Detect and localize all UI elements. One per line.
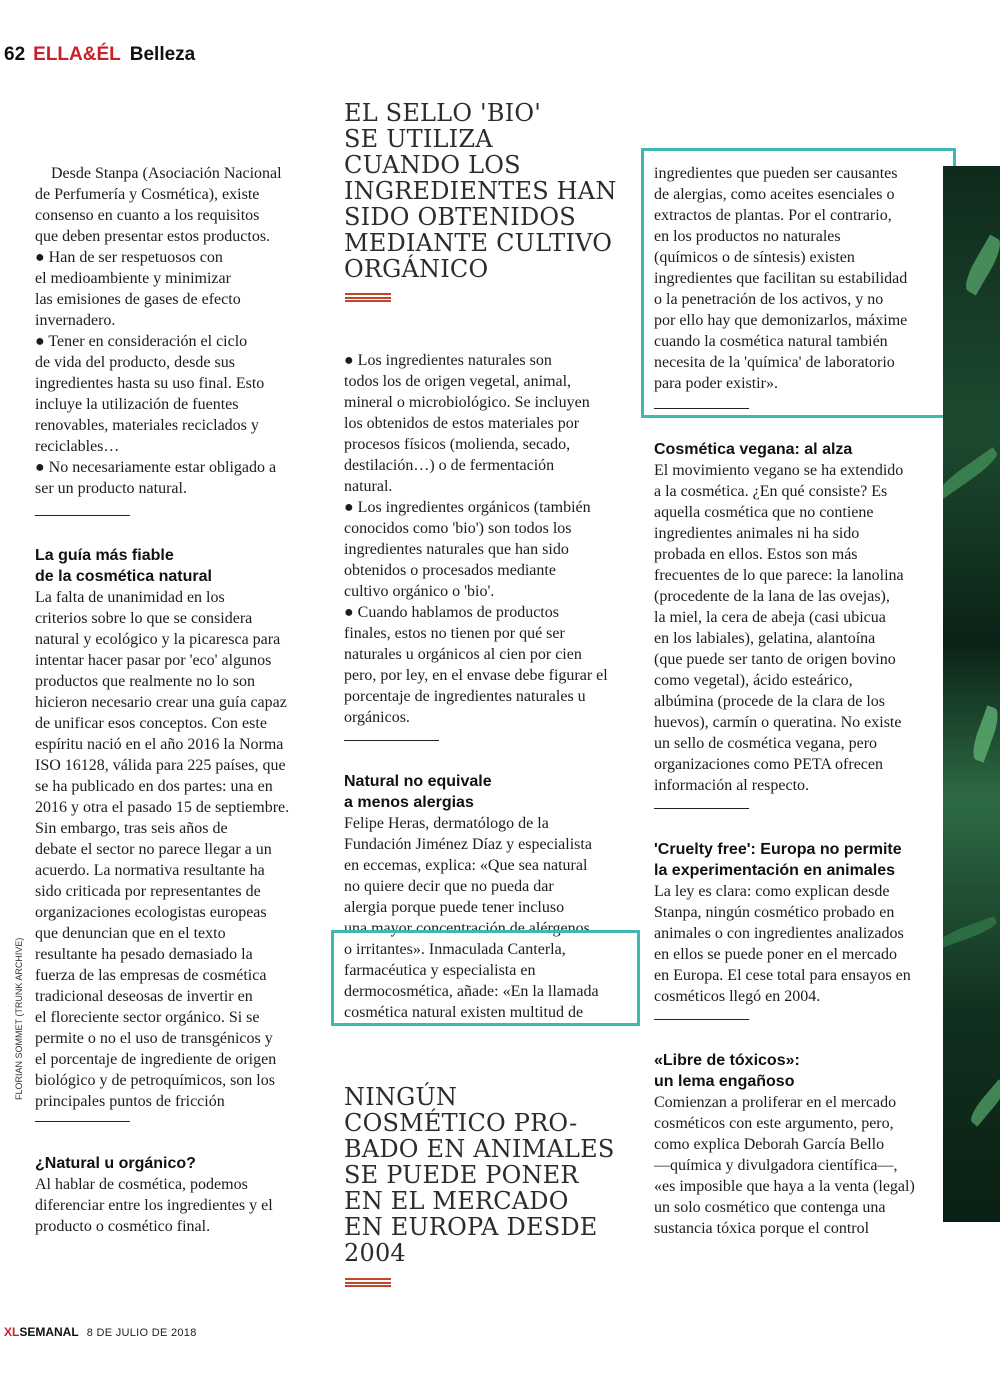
text-line: 2016 y otra el pasado 15 de septiembre. [35, 799, 290, 816]
text-line: o irritantes». Inmaculada Canterla, [344, 941, 566, 958]
text-line: en los productos no naturales [654, 228, 841, 245]
text-line: todos los de origen vegetal, animal, [344, 373, 572, 390]
section-divider [35, 515, 130, 516]
text-line: La guía más fiable [35, 547, 174, 564]
text-line: «Libre de tóxicos»: [654, 1052, 800, 1069]
text-line: que denuncian que en el texto [35, 925, 226, 942]
text-line: mineral o microbiológico. Se incluyen [344, 394, 590, 411]
text-line: ingredientes que pueden ser causantes [654, 165, 898, 182]
text-line: acuerdo. La normativa resultante ha [35, 862, 265, 879]
text-line: la experimentación en animales [654, 862, 895, 879]
text-line: frecuentes de lo que parece: la lanolina [654, 567, 904, 584]
guia-heading [35, 545, 325, 587]
text-line: o la penetración de los activos, y no [654, 291, 884, 308]
highlight-frame-bottom [331, 930, 640, 1026]
text-line: necesita de la 'química' de laboratorio [654, 354, 895, 371]
text-line: naturales u orgánicos al cien por cien [344, 646, 582, 663]
text-line: en eccemas, explica: «Que sea natural [344, 857, 588, 874]
text-line: cosmética natural existen multitud de [344, 1004, 584, 1021]
text-line: el floreciente sector orgánico. Si se [35, 1009, 260, 1026]
text-line: en los labiales), gelatina, alantoína [654, 630, 876, 647]
text-line: las emisiones de gases de efecto [35, 291, 241, 308]
toxicos-body [654, 1092, 944, 1239]
text-line: información al respecto. [654, 777, 810, 794]
vegana-body [654, 460, 944, 796]
text-line: de Perfumería y Cosmética), existe [35, 186, 260, 203]
text-line: renovables, materiales reciclados y [35, 417, 259, 434]
text-line: de vida del producto, desde sus [35, 354, 235, 371]
text-line: espíritu nació en el año 2016 la Norma [35, 736, 284, 753]
text-line: —química y divulgadora científica—, [654, 1157, 898, 1174]
text-line: La ley es clara: como explican desde [654, 883, 890, 900]
text-line: Felipe Heras, dermatólogo de la [344, 815, 549, 832]
text-line: Desde Stanpa (Asociación Nacional [51, 165, 282, 182]
text-line: reciclables… [35, 438, 120, 455]
text-line: MEDIANTE CULTIVO [344, 229, 613, 257]
text-line: NINGÚN [344, 1083, 458, 1111]
text-line: aquella cosmética que no contiene [654, 504, 874, 521]
text-line: ser un producto natural. [35, 480, 187, 497]
guia-body [35, 587, 325, 1112]
text-line: a menos alergias [344, 794, 474, 811]
text-line: COSMÉTICO PRO- [344, 1109, 578, 1137]
text-line: organizaciones ecologistas europeas [35, 904, 267, 921]
text-line: tradicional deseosas de invertir en [35, 988, 253, 1005]
text-line: natural. [344, 478, 393, 495]
text-line: SIDO OBTENIDOS [344, 203, 576, 231]
text-line: consenso en cuanto a los requisitos [35, 207, 260, 224]
text-line: BADO EN ANIMALES [344, 1135, 615, 1163]
text-line: Sin embargo, tras seis años de [35, 820, 228, 837]
natural-heading: ¿Natural u orgánico? [35, 1155, 196, 1172]
natural-body [35, 1174, 325, 1237]
text-line: productos que realmente no lo son [35, 673, 255, 690]
text-line: conocidos como 'bio') son todos los [344, 520, 572, 537]
text-line: cosméticos con este argumento, pero, [654, 1115, 894, 1132]
text-line: probada en ellos. Estos son más [654, 546, 858, 563]
text-line: farmacéutica y especialista en [344, 962, 536, 979]
text-line: para poder existir». [654, 375, 778, 392]
text-line: obtenidos o procesados mediante [344, 562, 556, 579]
text-line: (que puede ser tanto de origen bovino [654, 651, 896, 668]
brand-name: SEMANAL [19, 1325, 79, 1339]
text-line: en Europa. El cese total para ensayos en [654, 967, 911, 984]
text-line: un sello de cosmética vegana, pero [654, 735, 878, 752]
text-line: EN EL MERCADO [344, 1187, 569, 1215]
issue-date: 8 DE JULIO DE 2018 [86, 1327, 197, 1339]
text-line: CUANDO LOS [344, 151, 521, 179]
photo-credit-line: (TRUNK ARCHIVE) [14, 937, 24, 1017]
text-line: el medioambiente y minimizar [35, 270, 231, 287]
toxicos-heading [654, 1050, 944, 1092]
text-line: ● Tener en consideración el ciclo [35, 333, 248, 350]
text-line: ingredientes que facilitan su estabilidad [654, 270, 908, 287]
text-line: animales o con ingredientes analizados [654, 925, 904, 942]
text-line: (químicos o de síntesis) existen [654, 249, 855, 266]
text-line: diferenciar entre los ingredientes y el [35, 1197, 273, 1214]
vegana-heading: Cosmética vegana: al alza [654, 441, 853, 458]
text-line: La falta de unanimidad en los [35, 589, 225, 606]
text-line: por ello hay que demonizarlos, máxime [654, 312, 908, 329]
pull-quote-bottom [344, 1084, 614, 1266]
text-line: Comienzan a proliferar en el mercado [654, 1094, 897, 1111]
section-category: Belleza [129, 44, 196, 65]
section-divider [654, 808, 749, 809]
text-line: procesos físicos (molienda, secado, [344, 436, 571, 453]
text-line: ORGÁNICO [344, 255, 489, 283]
text-line: ● Los ingredientes naturales son [344, 352, 552, 369]
column-2 [344, 350, 639, 1023]
text-line: Natural no equivale [344, 773, 492, 790]
quote-ornament [345, 293, 391, 302]
text-line: a la cosmética. ¿En qué consiste? Es [654, 483, 888, 500]
text-line: ● Cuando hablamos de productos [344, 604, 559, 621]
text-line: ingredientes animales ni ha sido [654, 525, 860, 542]
section-divider [35, 1121, 130, 1122]
text-line: los obtenidos de estos materiales por [344, 415, 580, 432]
text-line: invernadero. [35, 312, 116, 329]
text-line: de unificar esos conceptos. Con este [35, 715, 267, 732]
text-line: Fundación Jiménez Díaz y especialista [344, 836, 592, 853]
text-line: cosméticos llegó en 2004. [654, 988, 821, 1005]
text-line: no quiere decir que no pueda dar [344, 878, 554, 895]
section-divider [344, 740, 439, 741]
text-line: cultivo orgánico o 'bio'. [344, 583, 495, 600]
text-line: de la cosmética natural [35, 568, 212, 585]
photo-credit-line: FLORIAN SOMMET [14, 1019, 24, 1100]
text-line: un solo cosmético que contenga una [654, 1199, 886, 1216]
text-line: la miel, la cera de abeja (casi ubicua [654, 609, 886, 626]
text-line: ● No necesariamente estar obligado a [35, 459, 277, 476]
text-line: en ellos se puede poner en el mercado [654, 946, 898, 963]
text-line: ● Los ingredientes orgánicos (también [344, 499, 591, 516]
text-line: incluye la utilización de fuentes [35, 396, 239, 413]
page-header [4, 44, 195, 66]
section-name: ELLA&ÉL [33, 44, 121, 65]
text-line: sido criticada por representantes de [35, 883, 261, 900]
text-line: una mayor concentración de alérgenos [344, 920, 590, 937]
text-line: Al hablar de cosmética, podemos [35, 1176, 248, 1193]
text-line: 2004 [344, 1239, 406, 1267]
text-line: ● Han de ser respetuosos con [35, 249, 223, 266]
text-line: ISO 16128, válida para 225 países, que [35, 757, 286, 774]
text-line: pero, por ley, en el envase debe figurar el [344, 667, 608, 684]
text-line: finales, estos no tienen por qué ser [344, 625, 565, 642]
text-line: «es imposible que haya a la venta (legal) [654, 1178, 915, 1195]
text-line: resultante ha pesado demasiado la [35, 946, 253, 963]
intro-text [35, 163, 325, 499]
text-line: principales puntos de fricción [35, 1093, 225, 1110]
text-line: orgánicos. [344, 709, 410, 726]
text-line: fuerza de las empresas de cosmética [35, 967, 267, 984]
cruelty-body [654, 881, 944, 1007]
text-line: permite o no el uso de transgénicos y [35, 1030, 273, 1047]
text-line: Stanpa, ningún cosmético probado en [654, 904, 895, 921]
page-number: 62 [4, 44, 26, 65]
text-line: cuando la cosmética natural también [654, 333, 888, 350]
pull-quote-top [344, 100, 617, 282]
text-line: organizaciones como PETA ofrecen [654, 756, 884, 773]
text-line: sustancia tóxica porque el control [654, 1220, 870, 1237]
text-line: alergia porque puede tener incluso [344, 899, 565, 916]
text-line: se ha publicado en dos partes: una en [35, 778, 273, 795]
text-line: ingredientes naturales que han sido [344, 541, 569, 558]
section-divider [654, 1019, 749, 1020]
text-line: debate el sector no parece llegar a un [35, 841, 272, 858]
column-1 [35, 163, 325, 1237]
text-line: destilación…) o de fermentación [344, 457, 555, 474]
text-line: INGREDIENTES HAN [344, 177, 617, 205]
quote-ornament [345, 1278, 391, 1287]
text-line: huevos), carmín o queratina. No existe [654, 714, 902, 731]
text-line: EL SELLO 'BIO' [344, 99, 542, 127]
page-footer [4, 1325, 197, 1339]
text-line: (procedente de la lana de las ovejas), [654, 588, 890, 605]
alergias-heading [344, 771, 639, 813]
text-line: de alergias, como aceites esenciales o [654, 186, 895, 203]
text-line: 'Cruelty free': Europa no permite [654, 841, 902, 858]
cruelty-heading [654, 839, 944, 881]
text-line: dermocosmética, añade: «En la llamada [344, 983, 599, 1000]
text-line: SE PUEDE PONER [344, 1161, 579, 1189]
bio-bullets [344, 350, 639, 728]
text-line: porcentaje de ingredientes naturales u [344, 688, 586, 705]
text-line: un lema engañoso [654, 1073, 795, 1090]
text-line: albúmina (procede de la clara de los [654, 693, 885, 710]
text-line: que deben presentar estos productos. [35, 228, 271, 245]
photo-credit [14, 937, 24, 1100]
text-line: producto o cosmético final. [35, 1218, 211, 1235]
text-line: biológico y de petroquímicos, son los [35, 1072, 275, 1089]
text-line: el porcentaje de ingrediente de origen [35, 1051, 277, 1068]
text-line: SE UTILIZA [344, 125, 493, 153]
text-line: hicieron necesario crear una guía capaz [35, 694, 287, 711]
text-line: extractos de plantas. Por el contrario, [654, 207, 892, 224]
text-line: EN EUROPA DESDE [344, 1213, 598, 1241]
text-line: ingredientes hasta su uso final. Esto [35, 375, 265, 392]
text-line: natural y ecológico y la picaresca para [35, 631, 281, 648]
highlight-frame-top [641, 148, 956, 418]
text-line: criterios sobre lo que se considera [35, 610, 253, 627]
text-line: intentar hacer pasar por 'eco' algunos [35, 652, 272, 669]
text-line: como vegetal), ácido esteárico, [654, 672, 853, 689]
text-line: como explica Deborah García Bello [654, 1136, 885, 1153]
brand-xl: XL [4, 1325, 20, 1339]
text-line: El movimiento vegano se ha extendido [654, 462, 904, 479]
plant-photo [943, 166, 1000, 1222]
